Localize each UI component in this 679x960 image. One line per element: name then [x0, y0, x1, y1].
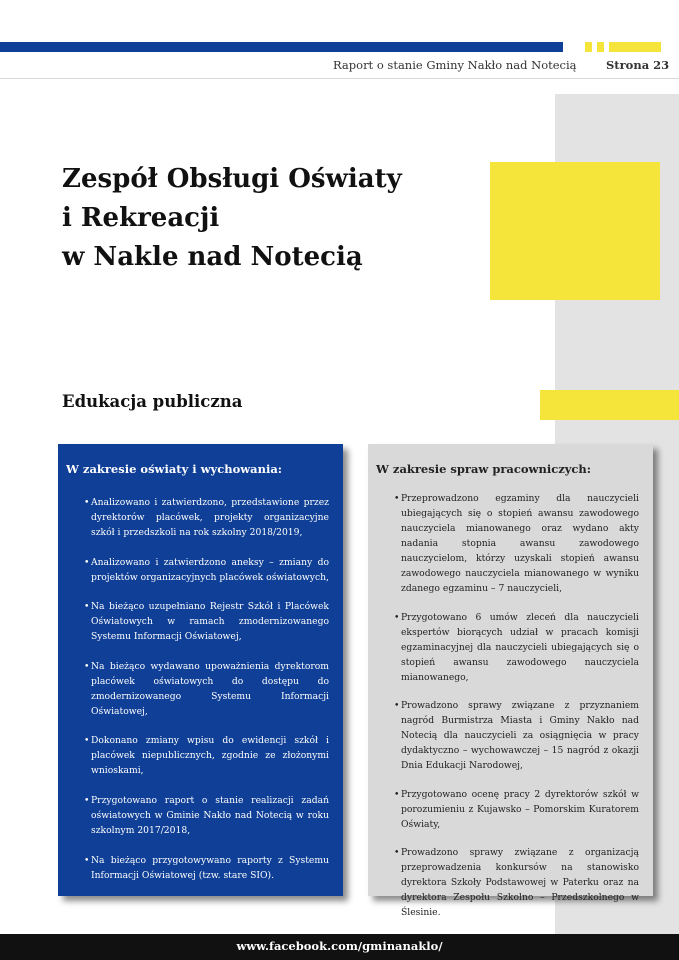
list-item: [58, 555, 343, 585]
header-yellow-mark-1: [585, 42, 592, 52]
footer-bar: [0, 934, 679, 960]
list-item-text: Na bieżąco wydawano upoważnienia dyrektorom placówek oświatowych do dostępu do zmodernizowanego Systemu Informacji Oświatowej,: [91, 660, 329, 717]
bullet-icon: •: [84, 854, 90, 866]
list-item: [368, 698, 653, 773]
page-number: Strona 23: [606, 58, 670, 72]
personnel-list: [368, 491, 653, 934]
page-title-line: Zespół Obsługi Oświaty: [62, 164, 402, 194]
bullet-icon: •: [84, 601, 90, 613]
list-item: [58, 733, 343, 778]
bullet-icon: •: [394, 611, 400, 623]
list-item: [58, 793, 343, 838]
bullet-icon: •: [84, 497, 90, 508]
bullet-icon: •: [394, 493, 400, 504]
facebook-link[interactable]: www.facebook.com/gminanaklo/: [236, 939, 443, 953]
section-subtitle: Edukacja publiczna: [62, 392, 243, 411]
list-item-text: Dokonano zmiany wpisu do ewidencji szkół i placówek niepublicznych, zgodnie ze złożonymi wnioskami,: [91, 735, 329, 777]
list-item: [368, 787, 653, 832]
list-item-text: Na bieżąco uzupełniano Rejestr Szkół i Placówek Oświatowych w ramach zmodernizowanego Systemu Informacji Oświatowej,: [91, 601, 329, 643]
personnel-box: [368, 444, 653, 918]
page-title-line: i Rekreacji: [62, 203, 220, 233]
list-item: [58, 495, 343, 540]
list-item: [368, 610, 653, 685]
decorative-yellow-block: [490, 162, 660, 300]
bullet-icon: •: [394, 700, 400, 711]
page-title: [62, 160, 402, 277]
report-title: Raport o stanie Gminy Nakło nad Notecią: [333, 58, 577, 72]
list-item-text: Przygotowano 6 umów zleceń dla nauczycieli ekspertów biorących udział w pracach komisji egzaminacyjnej dla nauczycieli ubiegających się o stopień awansu zawodowego nauczyciela mianowanego,: [401, 611, 639, 683]
list-item-text: Prowadzono sprawy związane z organizacją przeprowadzenia konkursów na stanowisko dyrektora Szkoły Podstawowej w Paterku oraz na dyrektora Zespołu Szkolno – Przedszkolnego w Ślesinie.: [401, 847, 639, 918]
list-item: [58, 659, 343, 719]
list-item-text: Analizowano i zatwierdzono, przedstawione przez dyrektorów placówek, projekty organizacyjne szkół i przedszkoli na rok szkolny 2018/2019,: [91, 497, 329, 538]
header-yellow-mark-2: [597, 42, 604, 52]
decorative-yellow-strip: [540, 390, 679, 420]
personnel-box-heading: W zakresie spraw pracowniczych:: [376, 462, 592, 476]
list-item-text: Przygotowano ocenę pracy 2 dyrektorów szkół w porozumieniu z Kujawsko – Pomorskim Kuratorem Oświaty,: [401, 788, 639, 830]
list-item: [368, 845, 653, 920]
bullet-icon: •: [84, 794, 90, 806]
list-item-text: Analizowano i zatwierdzono aneksy – zmiany do projektów organizacyjnych placówek oświatowych,: [91, 556, 329, 583]
list-item: [58, 853, 343, 883]
list-item-text: Przygotowano raport o stanie realizacji zadań oświatowych w Gminie Nakło nad Notecią w roku szkolnym 2017/2018,: [91, 794, 329, 836]
bullet-icon: •: [394, 847, 400, 858]
bullet-icon: •: [84, 556, 90, 568]
header-divider: [0, 78, 679, 79]
page-title-line: w Nakle nad Notecią: [62, 242, 363, 272]
education-box-heading: W zakresie oświaty i wychowania:: [66, 462, 283, 476]
list-item: [368, 491, 653, 596]
bullet-icon: •: [84, 660, 90, 672]
list-item-text: Prowadzono sprawy związane z przyznaniem nagród Burmistrza Miasta i Gminy Nakło nad Notecią dla nauczycieli za osiągnięcia w pracy dydaktyczno – wychowawczej – 15 nagród z okazji Dnia Edukacji Narodowej,: [401, 700, 639, 771]
header-yellow-bar: [609, 42, 661, 52]
header-blue-bar: [0, 42, 563, 52]
list-item: [58, 599, 343, 644]
education-list: [58, 495, 343, 897]
education-box: [58, 444, 343, 896]
bullet-icon: •: [84, 735, 90, 747]
bullet-icon: •: [394, 788, 400, 800]
list-item-text: Przeprowadzono egzaminy dla nauczycieli ubiegających się o stopień awansu zawodowego nauczyciela mianowanego oraz wydano akty nadania stopnia awansu zawodowego nauczycielom, którzy uzyskali stopień awansu zawodowego nauczyciela mianowanego w wyniku zdanego egzaminu – 7 nauczycieli,: [401, 493, 639, 594]
list-item-text: Na bieżąco przygotowywano raporty z Systemu Informacji Oświatowej (tzw. stare SIO).: [91, 854, 329, 881]
